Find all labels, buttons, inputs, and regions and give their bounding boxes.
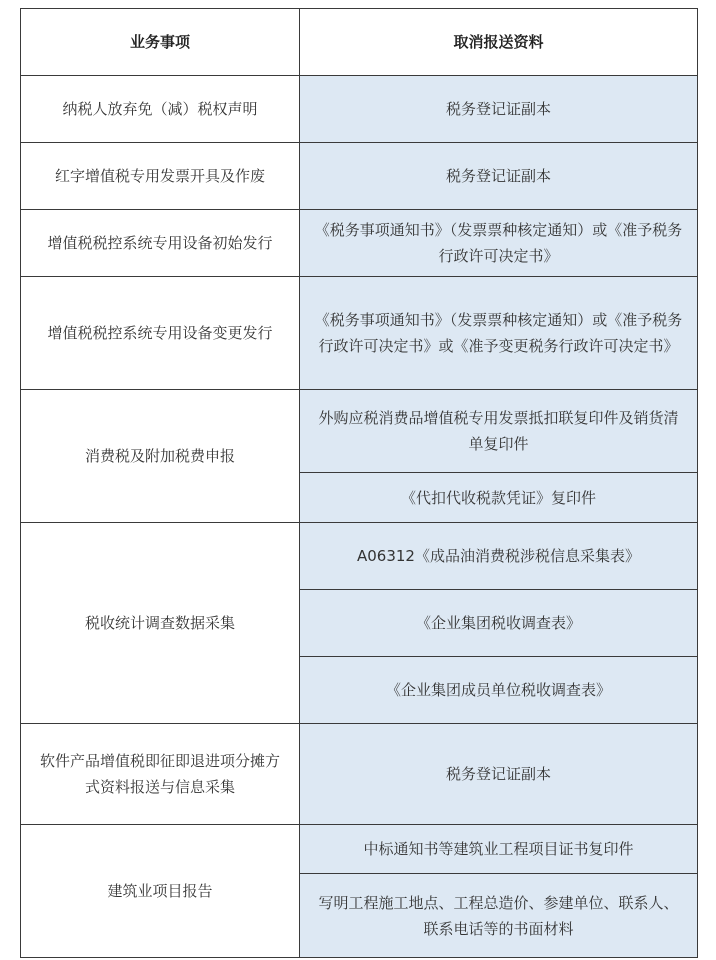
table-row: [21, 277, 698, 390]
business-item-cell: 税收统计调查数据采集: [21, 523, 300, 724]
material-cell: 《税务事项通知书》（发票票种核定通知）或《准予税务行政许可决定书》: [300, 210, 698, 277]
table-row: [21, 825, 698, 874]
business-item-cell: 消费税及附加税费申报: [21, 390, 300, 523]
header-cancelled-materials: 取消报送资料: [300, 9, 698, 76]
table-row: [21, 210, 698, 277]
table-row: [21, 390, 698, 473]
material-cell: 税务登记证副本: [300, 76, 698, 143]
material-cell: 写明工程施工地点、工程总造价、参建单位、联系人、联系电话等的书面材料: [300, 874, 698, 958]
business-item-cell: 建筑业项目报告: [21, 825, 300, 958]
table-header-row: [21, 9, 698, 76]
material-cell: 税务登记证副本: [300, 724, 698, 825]
table-row: [21, 76, 698, 143]
material-cell: 《企业集团税收调查表》: [300, 590, 698, 657]
material-cell: 《代扣代收税款凭证》复印件: [300, 473, 698, 523]
business-item-cell: 纳税人放弃免（减）税权声明: [21, 76, 300, 143]
header-business-item: 业务事项: [21, 9, 300, 76]
material-cell: 外购应税消费品增值税专用发票抵扣联复印件及销货清单复印件: [300, 390, 698, 473]
material-cell: 《企业集团成员单位税收调查表》: [300, 657, 698, 724]
business-item-cell: 红字增值税专用发票开具及作废: [21, 143, 300, 210]
cancelled-materials-table: [20, 8, 698, 958]
material-cell: 《税务事项通知书》（发票票种核定通知）或《准予税务行政许可决定书》或《准予变更税务行政许可决定书》: [300, 277, 698, 390]
material-cell: 税务登记证副本: [300, 143, 698, 210]
table-row: [21, 143, 698, 210]
business-item-cell: 增值税税控系统专用设备变更发行: [21, 277, 300, 390]
business-item-cell: 增值税税控系统专用设备初始发行: [21, 210, 300, 277]
business-item-cell: 软件产品增值税即征即退进项分摊方式资料报送与信息采集: [21, 724, 300, 825]
material-cell: A06312《成品油消费税涉税信息采集表》: [300, 523, 698, 590]
material-cell: 中标通知书等建筑业工程项目证书复印件: [300, 825, 698, 874]
table-row: [21, 523, 698, 590]
table-row: [21, 724, 698, 825]
